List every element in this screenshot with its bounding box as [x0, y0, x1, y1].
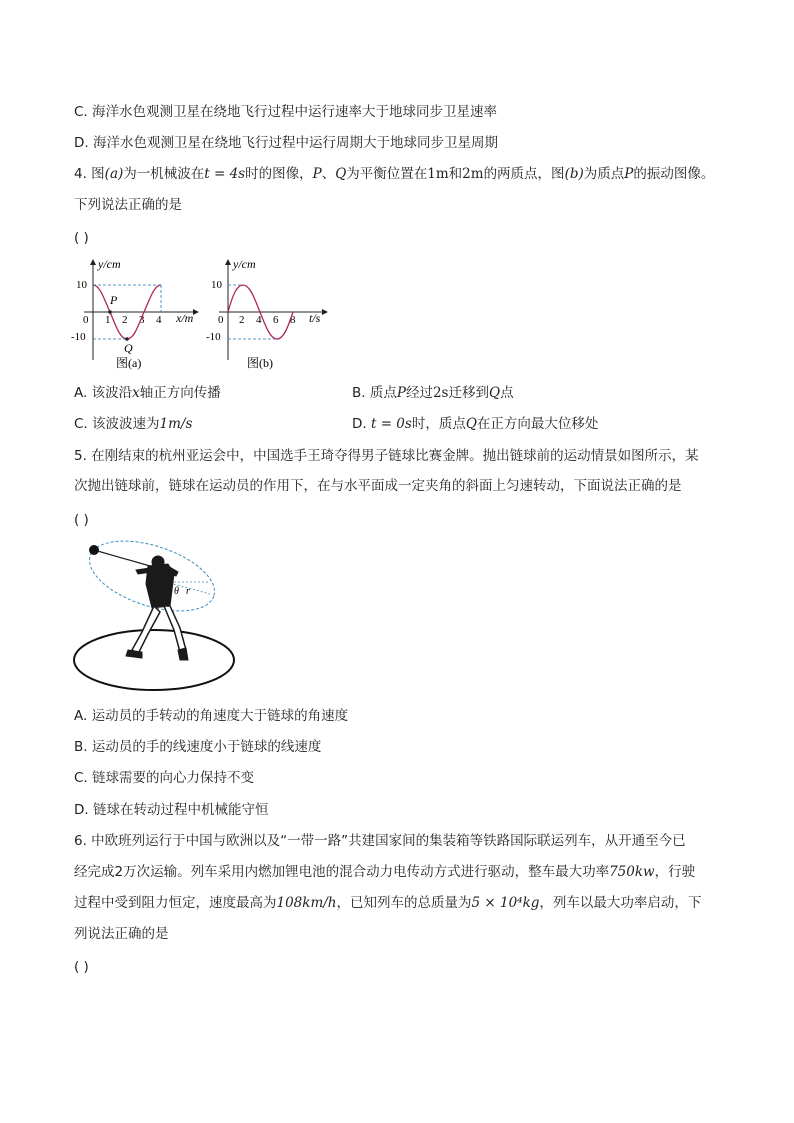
hammer-wire: [94, 550, 150, 566]
q4-stem-line1: 4. 图(a)为一机械波在t = 4s时的图像，P、Q为平衡位置在1m和2m的两质点，图(b)为质点P的振动图像。: [74, 166, 715, 182]
q5-stem-line2: 次抛出链球前，链球在运动员的作用下，在与水平面成一定夹角的斜面上匀速转动，下面说法正确的是: [74, 478, 682, 494]
x-tick-1: 1: [105, 314, 111, 326]
t-tick-0: 0: [218, 314, 224, 326]
hammer-ball: [89, 545, 99, 555]
q6-stem-line4: 列说法正确的是: [74, 926, 169, 942]
y-axis-label: y/cm: [98, 257, 121, 271]
figure-b-caption: 图(b): [247, 356, 273, 370]
y-axis-label: y/cm: [233, 257, 256, 271]
q3-option-d: D. 海洋水色观测卫星在绕地飞行过程中运行周期大于地球同步卫星周期: [74, 135, 498, 151]
r-label: r: [186, 586, 190, 597]
t-tick-6: 6: [273, 314, 279, 326]
q4-option-d: D. t = 0s时，质点Q在正方向最大位移处: [352, 416, 599, 432]
t-tick-4: 4: [256, 314, 262, 326]
q6-stem-line1: 6. 中欧班列运行于中国与欧洲以及“一带一路”共建国家间的集装箱等铁路国际联运列车，从开通至今已: [74, 833, 686, 849]
y-tick-10: 10: [76, 279, 87, 291]
y-tick-neg10: -10: [71, 331, 86, 343]
x-tick-3: 3: [139, 314, 145, 326]
x-axis-label: x/m: [176, 311, 194, 325]
point-p-label: P: [110, 293, 118, 307]
q4-figure-b: [205, 254, 335, 374]
q5-hammer-throw-figure: [70, 536, 240, 696]
q4-option-a: A. 该波沿x轴正方向传播: [74, 385, 221, 401]
q5-answer-paren: ( ): [74, 512, 89, 528]
x-tick-2: 2: [122, 314, 128, 326]
t-tick-2: 2: [239, 314, 245, 326]
q4-option-b: B. 质点P经过2s迁移到Q点: [352, 385, 514, 401]
y-tick-10: 10: [211, 279, 222, 291]
q4-option-c: C. 该波波速为1m/s: [74, 416, 193, 432]
q5-stem-line1: 5. 在刚结束的杭州亚运会中，中国选手王琦夺得男子链球比赛金牌。抛出链球前的运动情景如图所示，某: [74, 448, 699, 464]
q6-stem-line2: 经完成2万次运输。列车采用内燃加锂电池的混合动力电传动方式进行驱动，整车最大功率750kw，行驶: [74, 864, 696, 880]
point-p-dot: [108, 310, 112, 314]
q3-option-c: C. 海洋水色观测卫星在绕地飞行过程中运行速率大于地球同步卫星速率: [74, 104, 498, 120]
t-axis-label: t/s: [309, 311, 321, 325]
athlete-silhouette: [126, 556, 188, 660]
theta-label: θ: [174, 586, 179, 597]
q5-option-d: D. 链球在转动过程中机械能守恒: [74, 802, 269, 818]
point-q-label: Q: [124, 341, 133, 355]
t-tick-8: 8: [290, 314, 296, 326]
q6-stem-line3: 过程中受到阻力恒定，速度最高为108km/h，已知列车的总质量为5 × 10⁴kg，列车以最大功率启动，下: [74, 895, 702, 911]
throwing-circle: [74, 630, 234, 690]
q5-option-a: A. 运动员的手转动的角速度大于链球的角速度: [74, 708, 349, 724]
q4-figure-a: [70, 254, 210, 374]
figure-a-caption: 图(a): [116, 356, 142, 370]
q5-option-c: C. 链球需要的向心力保持不变: [74, 770, 255, 786]
q4-stem-line2: 下列说法正确的是: [74, 197, 182, 213]
y-tick-neg10: -10: [206, 331, 221, 343]
x-tick-4: 4: [156, 314, 162, 326]
q4-answer-paren: ( ): [74, 230, 89, 246]
x-tick-0: 0: [83, 314, 89, 326]
q5-option-b: B. 运动员的手的线速度小于链球的线速度: [74, 739, 322, 755]
q6-answer-paren: ( ): [74, 959, 89, 975]
